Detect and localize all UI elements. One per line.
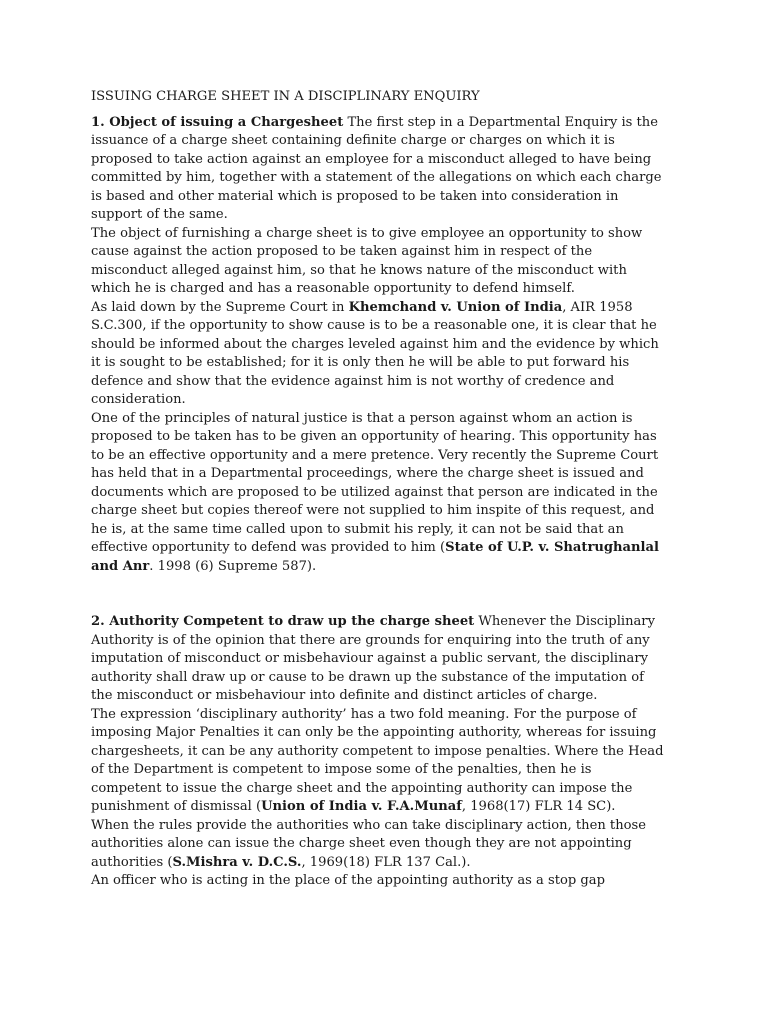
section-1 (91, 114, 666, 577)
paragraph: The expression ‘disciplinary authority’ has a two fold meaning. For the purpose of imposing Major Penalties it can only be the appointing authority, whereas for issuing chargesheets, it can be any authority competent to impose penalties. Where the Head of the Department is competent to impose some of the penalties, then he is competent to issue the charge sheet and the appointing authority can impose the punishment of dismissal (Union of India v. F.A.Munaf, 1968(17) FLR 14 SC). (91, 706, 664, 814)
case-citation: Khemchand v. Union of India (348, 299, 563, 315)
paragraph: One of the principles of natural justice is that a person against whom an action is proposed to be taken has to be given an opportunity of hearing. This opportunity has to be an effective opportunity and a mere pretence. Very recently the Supreme Court has held that in a Departmental proceedings, where the charge sheet is issued and documents which are proposed to be utilized against that person are indicated in the charge sheet but copies thereof were not supplied to him inspite of this request, and he is, at the same time called upon to submit his reply, it can not be said that an effective opportunity to defend was provided to him (State of U.P. v. Shatrughanlal and Anr. 1998 (6) Supreme 587). (91, 410, 659, 574)
paragraph: When the rules provide the authorities who can take disciplinary action, then those authorities alone can issue the charge sheet even though they are not appointing authorities (S.Mishra v. D.C.S., 1969(18) FLR 137 Cal.). (91, 817, 646, 870)
paragraph: The object of furnishing a charge sheet is to give employee an opportunity to show cause against the action proposed to be taken against him in respect of the misconduct alleged against him, so that he knows nature of the misconduct with which he is charged and has a reasonable opportunity to defend himself. (91, 225, 643, 296)
section-2 (91, 613, 666, 891)
paragraph: 2. Authority Competent to draw up the charge sheet Whenever the Disciplinary Authority is of the opinion that there are grounds for enquiring into the truth of any imputation of misconduct or misbehaviour against a public servant, the disciplinary authority shall draw up or cause to be drawn up the substance of the imputation of the misconduct or misbehaviour into definite and distinct articles of charge. (91, 614, 655, 703)
paragraph: 1. Object of issuing a Chargesheet The first step in a Departmental Enquiry is the issuance of a charge sheet containing definite charge or charges on which it is proposed to take action against an employee for a misconduct alleged to have being committed by him, together with a statement of the allegations on which each charge is based and other material which is proposed to be taken into consideration in support of the same. (91, 114, 662, 222)
document-title: ISSUING CHARGE SHEET IN A DISCIPLINARY ENQUIRY (91, 89, 480, 104)
paragraph: An officer who is acting in the place of the appointing authority as a stop gap (91, 873, 605, 888)
section-spacer (91, 576, 666, 613)
paragraph: As laid down by the Supreme Court in Khemchand v. Union of India, AIR 1958 S.C.300, if the opportunity to show cause is to be a reasonable one, it is clear that he should be informed about the charges leveled against him and the evidence by which it is sought to be established; for it is only then he will be able to put forward his defence and show that the evidence against him is not worthy of credence and consideration. (91, 299, 659, 407)
case-citation: Union of India v. F.A.Munaf (261, 799, 462, 814)
section-heading: 1. Object of issuing a Chargesheet (91, 114, 344, 130)
document-page (91, 88, 666, 891)
case-citation: State of U.P. v. Shatrughanlal and Anr (91, 540, 659, 574)
section-heading: 2. Authority Competent to draw up the charge sheet (91, 614, 475, 629)
case-citation: S.Mishra v. D.C.S. (172, 854, 302, 870)
document-body (91, 114, 666, 891)
